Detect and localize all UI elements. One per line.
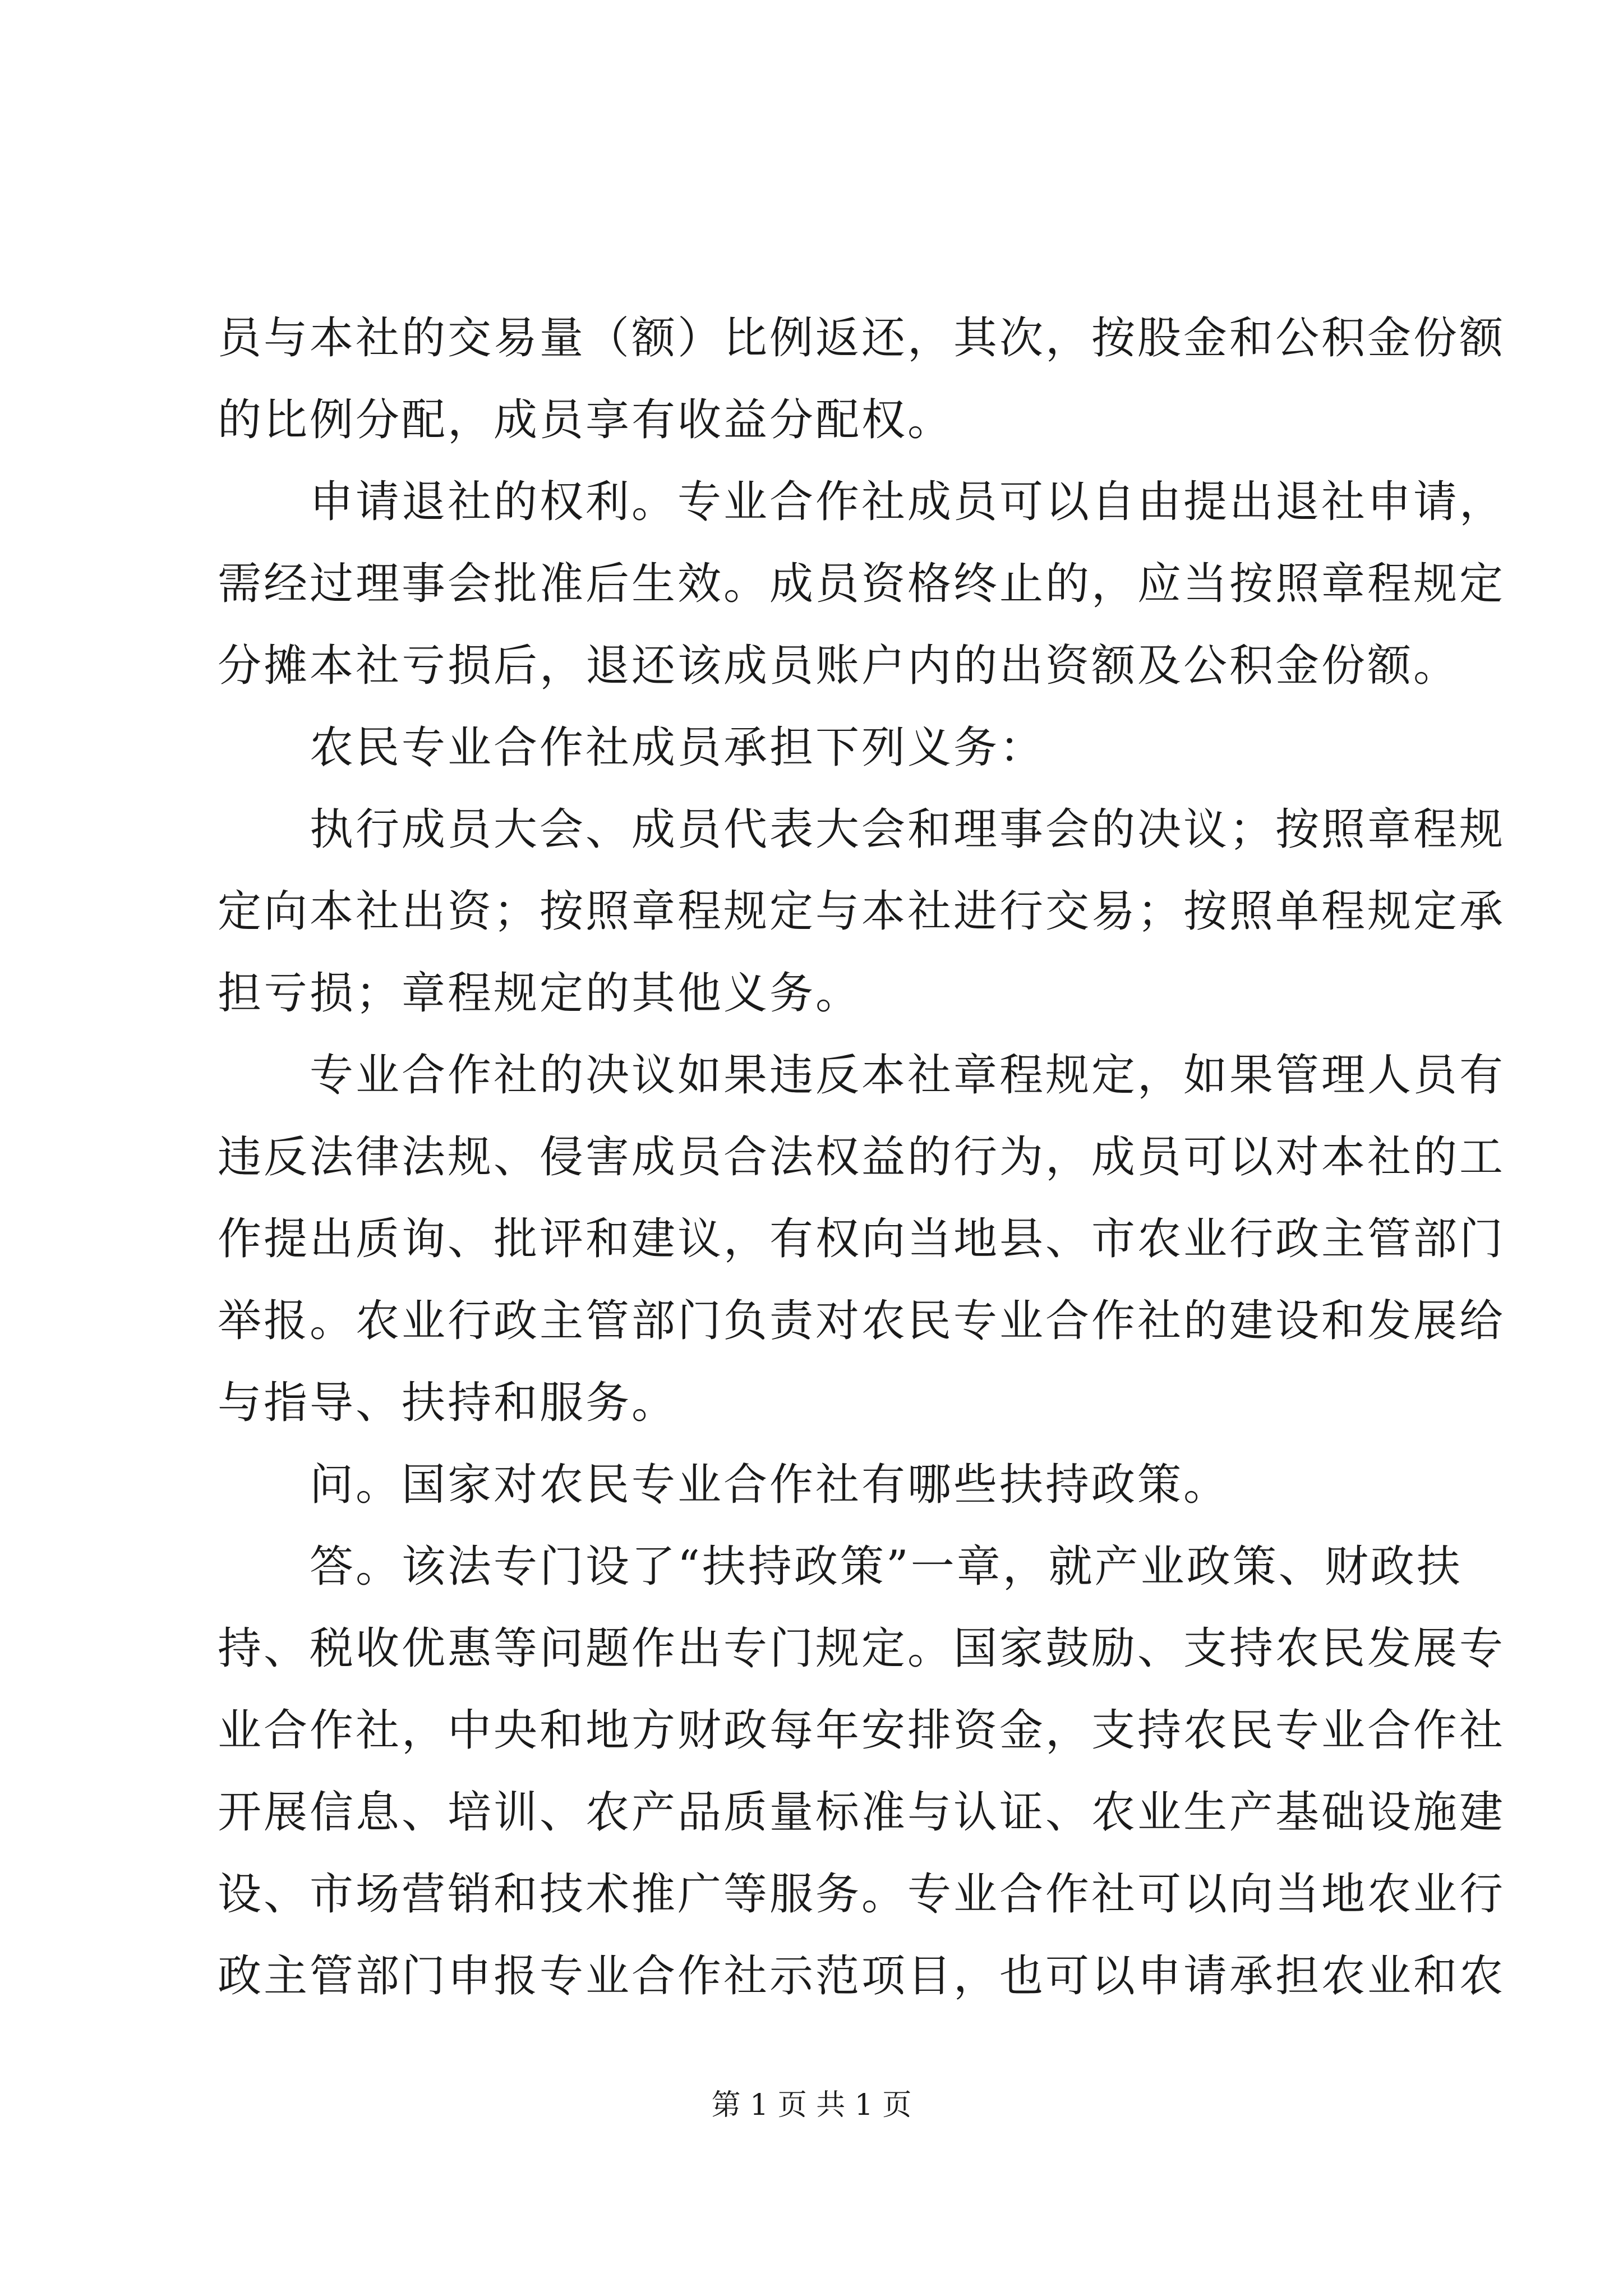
text-line: 持、税收优惠等问题作出专门规定。国家鼓励、支持农民发展专 xyxy=(218,1623,1506,1674)
text-line: 申请退社的权利。专业合作社成员可以自由提出退社申请， xyxy=(218,477,1506,527)
text-line: 担亏损；章程规定的其他义务。 xyxy=(218,968,862,1019)
text-line: 问。国家对农民专业合作社有哪些扶持政策。 xyxy=(218,1460,1230,1510)
page-footer: 第 1 页 共 1 页 xyxy=(711,2088,912,2122)
text-line: 答。该法专门设了“扶持政策”一章，就产业政策、财政扶 xyxy=(218,1542,1463,1592)
text-line: 农民专业合作社成员承担下列义务： xyxy=(218,723,1046,773)
text-line: 员与本社的交易量（额）比例返还，其次，按股金和公积金份额 xyxy=(218,313,1506,364)
body-text xyxy=(218,297,1506,2017)
text-line: 违反法律法规、侵害成员合法权益的行为，成员可以对本社的工 xyxy=(218,1132,1506,1182)
text-line: 业合作社，中央和地方财政每年安排资金，支持农民专业合作社 xyxy=(218,1705,1506,1756)
text-line: 举报。农业行政主管部门负责对农民专业合作社的建设和发展给 xyxy=(218,1296,1506,1346)
text-line: 设、市场营销和技术推广等服务。专业合作社可以向当地农业行 xyxy=(218,1869,1506,1920)
text-line: 执行成员大会、成员代表大会和理事会的决议；按照章程规 xyxy=(218,804,1506,855)
text-line: 分摊本社亏损后，退还该成员账户内的出资额及公积金份额。 xyxy=(218,641,1460,691)
text-line: 作提出质询、批评和建议，有权向当地县、市农业行政主管部门 xyxy=(218,1214,1506,1264)
text-line: 开展信息、培训、农产品质量标准与认证、农业生产基础设施建 xyxy=(218,1787,1506,1838)
text-line: 专业合作社的决议如果违反本社章程规定，如果管理人员有 xyxy=(218,1050,1506,1101)
text-line: 定向本社出资；按照章程规定与本社进行交易；按照单程规定承 xyxy=(218,886,1506,937)
text-line: 的比例分配，成员享有收益分配权。 xyxy=(218,395,954,445)
text-line: 需经过理事会批准后生效。成员资格终止的，应当按照章程规定 xyxy=(218,559,1506,609)
text-line: 与指导、扶持和服务。 xyxy=(218,1378,678,1428)
text-line: 政主管部门申报专业合作社示范项目，也可以申请承担农业和农 xyxy=(218,1951,1506,2001)
